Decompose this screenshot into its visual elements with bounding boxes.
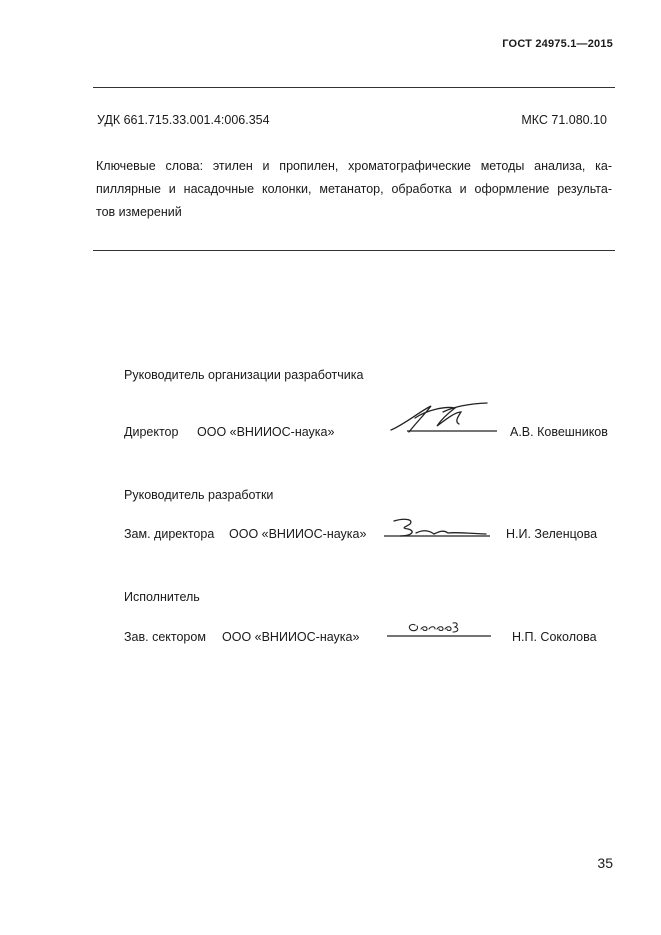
signature-sokolova <box>385 617 495 643</box>
bottom-divider <box>93 250 615 251</box>
organization-3: ООО «ВНИИОС-наука» <box>222 630 360 644</box>
organization-1: ООО «ВНИИОС-наука» <box>197 425 335 439</box>
standard-code-header: ГОСТ 24975.1—2015 <box>502 38 613 50</box>
keywords-line-1: Ключевые слова: этилен и пропилен, хроматографические методы анализа, ка- <box>96 159 612 173</box>
name-koveshnikov: А.В. Ковешников <box>510 425 608 439</box>
position-sector-head: Зав. сектором <box>124 630 206 644</box>
top-divider <box>93 87 615 88</box>
section-label-executor: Исполнитель <box>124 590 200 604</box>
page-number: 35 <box>597 855 613 871</box>
signature-koveshnikov <box>385 398 500 440</box>
mks-code: МКС 71.080.10 <box>521 113 607 127</box>
keywords-block <box>96 155 612 224</box>
organization-2: ООО «ВНИИОС-наука» <box>229 527 367 541</box>
keywords-line-3: тов измерений <box>96 205 182 219</box>
name-sokolova: Н.П. Соколова <box>512 630 597 644</box>
keywords-line-2: пиллярные и насадочные колонки, метанатор, обработка и оформление результа- <box>96 182 612 196</box>
name-zelentsova: Н.И. Зеленцова <box>506 527 598 541</box>
signature-zelentsova <box>382 515 494 543</box>
position-deputy-director: Зам. директора <box>124 527 215 541</box>
section-label-org-head: Руководитель организации разработчика <box>124 368 364 382</box>
section-label-dev-head: Руководитель разработки <box>124 488 274 502</box>
position-director: Директор <box>124 425 179 439</box>
udk-code: УДК 661.715.33.001.4:006.354 <box>97 113 270 127</box>
